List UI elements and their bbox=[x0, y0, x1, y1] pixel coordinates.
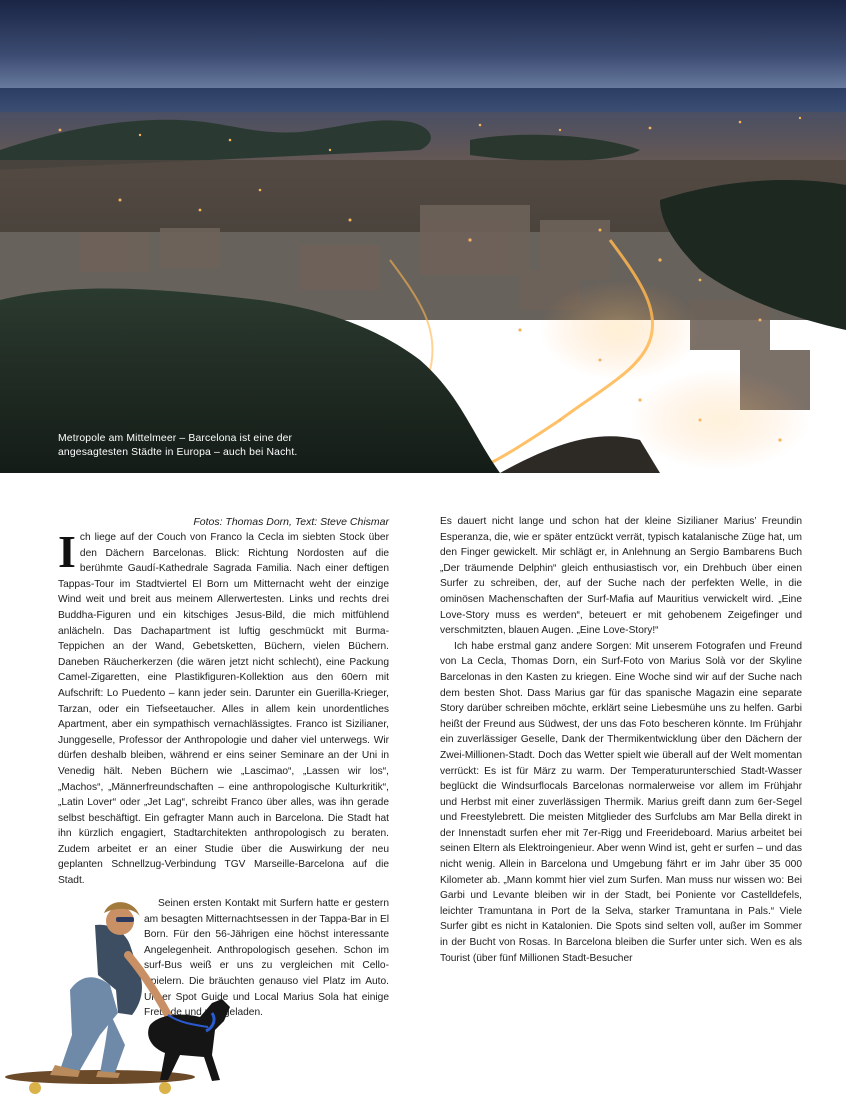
surfer-dog-illustration bbox=[0, 895, 250, 1102]
dog-body bbox=[148, 999, 230, 1081]
caption-line-2: angesagtesten Städte in Europa – auch bei Nacht. bbox=[58, 447, 298, 458]
article-intro-paragraph bbox=[58, 526, 389, 889]
drop-cap: I bbox=[58, 526, 76, 577]
article-column-1 bbox=[58, 526, 389, 889]
column-2-paragraph-1: Es dauert nicht lange und schon hat der kleine Sizilianer Marius’ Freundin Esperanza, die, wie er später entzückt verrät, typisch katalanische Züge hat, um den Finger gewickelt. Mir schlägt er, in Anlehnung an Sergio Bambarens Buch „Der träumende Delphin“ gleich enthusiastisch vor, ein Drehbuch über einen Surfer zu schreiben, der, auf der Suche nach der perfekten Welle, in die ominösen Machenschaften der Surf-Mafia auf Mauritius verwickelt wird. „Eine Love-Story muss es werden“, beteuert er mit gehobenem Zeigefinger und verschmitzten, blauen Augen. „Eine Love-Story!“ bbox=[440, 516, 802, 637]
barcelona-night-photo bbox=[0, 0, 846, 473]
surfer-contact-paragraph: Seinen ersten Kontakt mit Surfern hatte er gestern am besagten Mitternachtsessen in der Tappa-Bar in El Born. Für den 56-Jährigen eine höchst interessante Angelegenheit. Anthropologisch gesehen. Schon im surf-Bus weiß er uns zu vergleichen mit Cello-Spielern. Die bräuchten genauso viel Platz im Auto. Unser Spot Guide und Local Marius Sola hat einige Freunde und uns geladen. bbox=[144, 898, 390, 1019]
article-column-2 bbox=[440, 514, 802, 966]
column-2-paragraph-2: Ich habe erstmal ganz andere Sorgen: Mit unserem Fotografen und Freund von La Cecla, Thomas Dorn, ein Surf-Foto von Marius Solà vor der Skyline Barcelonas in den Kasten zu kriegen. Eine Woche sind wir auf der Suche nach dem besten Shot. Dass Marius gar für das spanische Magazin eine separate Story darüber schreiben möchte, erklärt seine Liebesmühe uns zu helfen. Garbi heißt der Freund aus Südwest, der uns das Foto bescheren könnte. Im Frühjahr ein zuverlässiger Geselle, Dank der Thermikentwicklung über den Dächern der Zwei-Millionen-Stadt. Doch das Wetter spielt wie überall auf der Welt momentan verrückt: Es ist für März zu warm. Der Temperaturunterschied Stadt-Wasser beglückt die Windsurflocals Barcelonas normalerweise vor allem im Frühjahr und Herbst mit einer zuverlässigen Thermik. Marius greift dann zum 6er-Segel und Freestylebrett. Die meisten Mitglieder des Surfclubs am Mar Bella direkt in der Innenstadt surfen eher mit 7er-Rigg und Freerideboard. Marius arbeitet bei seinen Eltern als Elektroingenieur. Aber wenn Wind ist, geht er surfen – und das nicht wenig. Allein in Barcelona und Umgebung fährt er im Jahr über 35 000 Kilometer ab. „Mann kommt hier viel zum Surfen. Man muss nur wissen wo: Bei Garbi und Levante bleiben wir in der Stadt, bei Poniente vor Castelldefels, leichter Tramuntana in Port de la Selva, starker Tramuntana in Pals.“ Viele Surfer gibt es nicht in Katalonien. Die Spots sind selten voll, außer im Sommer in der Bucht von Rosas. In Barcelona bleiben die Surfer unter sich. Wen es als Tourist (über fünf Millionen Stadt-Besucher bbox=[440, 640, 802, 964]
skateboarder-with-dog-photo bbox=[0, 895, 250, 1102]
intro-text: ch liege auf der Couch von Franco la Cecla im siebten Stock über den Dächern Barcelonas. Blick: Richtung Nordosten auf die berühmte Gaudí-Kathedrale Sagrada Familia. Nach einer deftigen Tappas-Tour im Stadtviertel El Born um Mitternacht weht der einzige Wind weit und breit aus meinem Allerwertesten. Links und rechts drei Buddha-Figuren und ein kitschiges Jesus-Bild, die mich mitfühlend anlächeln. Das Dachapartment ist luftig geschmückt mit Burma-Teppichen an der Wand, Gebetsketten, Büchern, vielen Büchern. Daneben Räucherkerzen (die wären jetzt nicht schlecht), eine Packung Camel-Zigaretten, eine Plastikfiguren-Kollektion aus den 60ern mit Aufschrift: Lo Puedento – kann jeder sein. Darunter ein Guerilla-Krieger, Tarzan, oder ein Tiefseetaucher. Alles in allem kein unordentliches Apartment, aber ein sympathisch vernachlässigtes. Franco ist Sizilianer, Junggeselle, Professor der Anthropologie und daher viel unterwegs. Wir dürfen deshalb bleiben, während er eins seiner Seminare an der Uni in Venedig hält. Neben Büchern wie „Lascimao“, „Lassen wir los“, „Machos“, „Männerfreundschaften – eine anthropologische Kulturkritik“, „Latin Lover“ oder „Jet Lag“, schreibt Franco über alles, was ihn gerade selbst beschäftigt. Ein gefragter Mann auch in Barcelona. Die Stadt hat ihn kürzlich engagiert, Stadtarchitekten anthropologisch zu beraten. Zudem arbeitet er an einer Studie über die Auswirkung der neu geplanten Schnellzug-Verbindung TGV Marseille-Barcelona auf die Stadt. bbox=[58, 532, 389, 887]
skateboard-wheel bbox=[29, 1082, 41, 1094]
skateboard-wheel bbox=[159, 1082, 171, 1094]
sunglasses bbox=[116, 917, 134, 922]
photo-text-credit: Fotos: Thomas Dorn, Text: Steve Chismar bbox=[193, 516, 389, 528]
city-skyline-illustration bbox=[0, 0, 846, 473]
photo-caption bbox=[58, 432, 358, 460]
caption-line-1: Metropole am Mittelmeer – Barcelona ist eine der bbox=[58, 433, 293, 444]
